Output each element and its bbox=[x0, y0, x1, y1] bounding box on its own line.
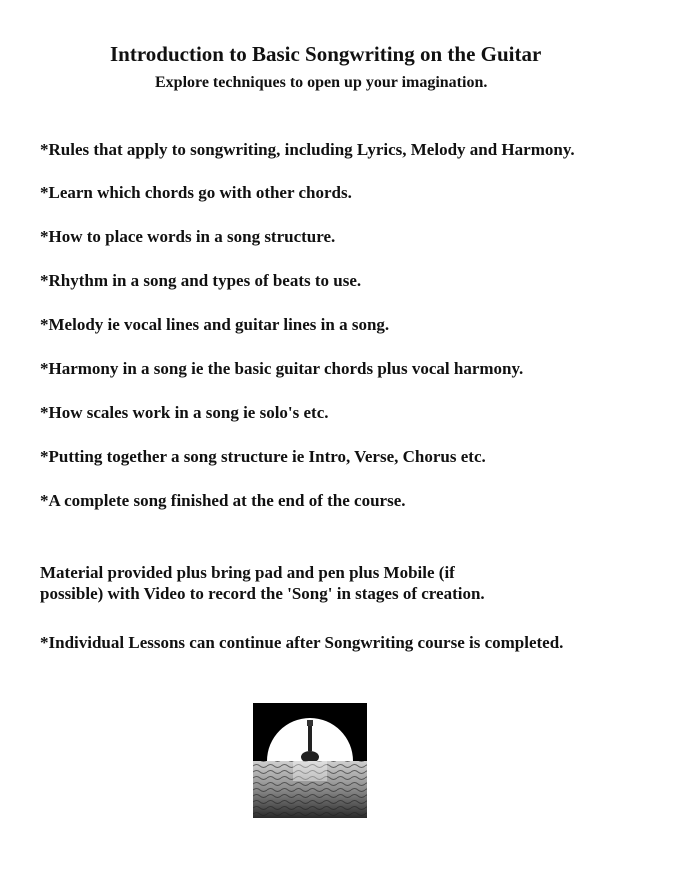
list-item: *Rules that apply to songwriting, including Lyrics, Melody and Harmony. bbox=[40, 140, 575, 159]
list-item: *How scales work in a song ie solo's etc. bbox=[40, 403, 329, 422]
list-item: *Learn which chords go with other chords. bbox=[40, 183, 352, 202]
material-note-line2: possible) with Video to record the 'Song' in stages of creation. bbox=[40, 584, 485, 603]
list-item: *Rhythm in a song and types of beats to use. bbox=[40, 271, 362, 290]
list-item: *Putting together a song structure ie Intro, Verse, Chorus etc. bbox=[40, 447, 486, 466]
list-item: *How to place words in a song structure. bbox=[40, 227, 336, 246]
list-item: *Harmony in a song ie the basic guitar chords plus vocal harmony. bbox=[40, 359, 524, 378]
guitar-neck-icon bbox=[308, 723, 312, 751]
page-subtitle: Explore techniques to open up your imagination. bbox=[155, 74, 488, 91]
individual-lessons-note: *Individual Lessons can continue after Songwriting course is completed. bbox=[40, 633, 564, 652]
list-item: *A complete song finished at the end of the course. bbox=[40, 491, 406, 510]
list-item: *Melody ie vocal lines and guitar lines in a song. bbox=[40, 315, 390, 334]
page-title: Introduction to Basic Songwriting on the Guitar bbox=[110, 42, 542, 66]
guitar-sunset-logo bbox=[253, 703, 367, 818]
material-note-line1: Material provided plus bring pad and pen plus Mobile (if bbox=[40, 563, 455, 582]
